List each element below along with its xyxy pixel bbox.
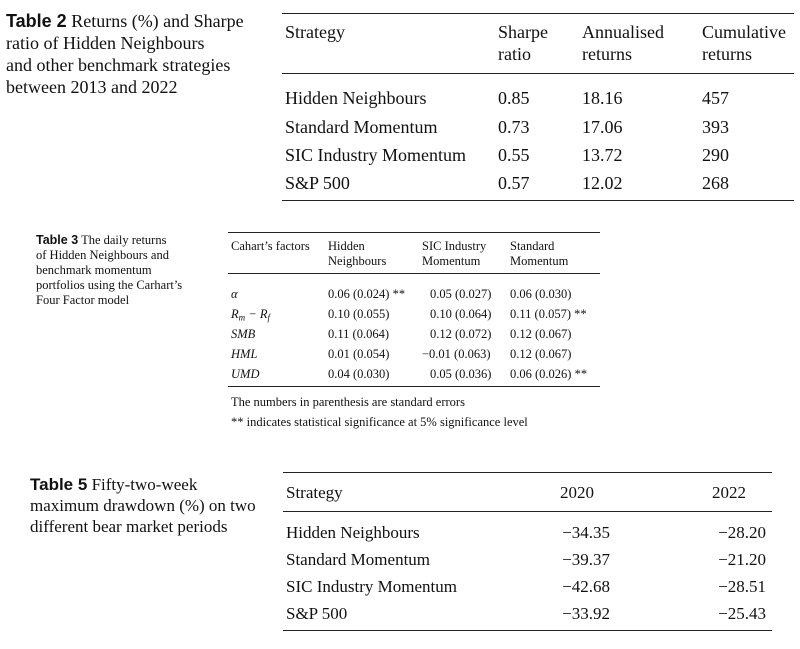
table2-header-cumulative-line: Cumulative: [702, 22, 786, 42]
table5-caption: [30, 474, 275, 537]
table5-cell-2022: −28.20: [718, 523, 766, 542]
table3-header-hidden-line: Neighbours: [328, 254, 387, 268]
table5-cell-2022: −28.51: [718, 577, 766, 596]
table3-header-standard: [510, 239, 568, 269]
table3-cell-value: 0.11 (0.057): [510, 307, 571, 321]
table3-header-hidden-line: Hidden: [328, 239, 365, 253]
table3-caption-line: Four Factor model: [36, 293, 130, 307]
table3-cell-hidden: [328, 327, 389, 342]
table3-cell-value: 0.10 (0.055): [328, 307, 390, 321]
table2-cell-sharpe: 0.55: [498, 145, 530, 165]
table2-caption-line: ratio of Hidden Neighbours: [6, 33, 205, 53]
table3-header-sic-line: SIC Industry: [422, 239, 487, 253]
table5-caption-line: Fifty-two-week: [91, 475, 198, 494]
table2-caption-line: between 2013 and 2022: [6, 77, 178, 97]
table2-cell-strategy: S&P 500: [285, 173, 350, 193]
table3-mid-rule: [228, 273, 600, 274]
table3-header-hidden: [328, 239, 386, 269]
factor-subscript: m: [238, 312, 246, 323]
table3-factor: HML: [231, 347, 258, 361]
table5-mid-rule: [283, 511, 772, 512]
table3-cell-standard: [510, 367, 587, 382]
table3-factor: UMD: [231, 367, 260, 381]
table2-header-annualised-line: Annualised: [582, 22, 664, 42]
table5-cell-2020: −33.92: [562, 604, 610, 623]
table5-top-rule: [283, 472, 772, 473]
table3-cell-value: 0.06 (0.024): [328, 287, 390, 301]
table3-header-standard-line: Standard: [510, 239, 555, 253]
table3-caption-line: The daily returns: [81, 233, 167, 247]
table5-cell-strategy: Hidden Neighbours: [286, 523, 420, 542]
table3-cell-value: −0.01 (0.063): [422, 347, 491, 361]
factor-symbol: R: [231, 307, 239, 321]
significance-marker: **: [574, 307, 587, 321]
significance-marker: **: [574, 367, 588, 381]
table2-caption-line: and other benchmark strategies: [6, 55, 231, 75]
table3-factor: [231, 307, 270, 322]
table5-caption-line: maximum drawdown (%) on two: [30, 496, 256, 515]
significance-marker: **: [392, 287, 406, 301]
table3-cell-value: 0.11 (0.064): [328, 327, 389, 341]
table3-cell-value: 0.12 (0.072): [430, 327, 492, 341]
table2-header-cumulative: [702, 21, 786, 65]
table2-cell-annualised: 12.02: [582, 173, 623, 193]
table5-cell-2022: −25.43: [718, 604, 766, 623]
table2-header-sharpe-line: Sharpe: [498, 22, 548, 42]
table3-header-sic-line: Momentum: [422, 254, 481, 268]
table3-cell-sic: [430, 307, 491, 322]
table2-cell-strategy: SIC Industry Momentum: [285, 145, 467, 165]
table3-cell-sic: [430, 287, 491, 302]
table5-cell-strategy: Standard Momentum: [286, 550, 431, 569]
table3-cell-value: 0.01 (0.054): [328, 347, 390, 361]
table3-cell-sic: [430, 367, 491, 382]
table3-cell-hidden: [328, 347, 389, 362]
table2-cell-sharpe: 0.85: [498, 88, 530, 108]
table5-cell-2020: −42.68: [562, 577, 610, 596]
table2-cell-annualised: 17.06: [582, 117, 623, 137]
table2-bottom-rule: [282, 200, 794, 201]
table2-cell-sharpe: 0.57: [498, 173, 530, 193]
table2-cell-cumulative: 393: [702, 117, 729, 137]
table2-cell-strategy: Hidden Neighbours: [285, 88, 427, 108]
table5-cell-2022: −21.20: [718, 550, 766, 569]
table2-cell-sharpe: 0.73: [498, 117, 530, 137]
table2-cell-cumulative: 457: [702, 88, 729, 108]
table3-top-rule: [228, 232, 600, 233]
table5-caption-line: different bear market periods: [30, 517, 228, 536]
factor-symbol: − R: [245, 307, 268, 321]
table3-header-sic: [422, 239, 486, 269]
table3-cell-standard: [510, 327, 571, 342]
table3-header-factors: Cahart’s factors: [231, 239, 310, 253]
table3-cell-value: 0.06 (0.026): [510, 367, 572, 381]
table2-caption: [6, 10, 266, 98]
table5-cell-strategy: S&P 500: [286, 604, 348, 623]
table3-caption-line: portfolios using the Carhart’s: [36, 278, 183, 292]
table2-header-sharpe-line: ratio: [498, 44, 531, 64]
table3-header-standard-line: Momentum: [510, 254, 569, 268]
table3-cell-value: 0.06 (0.030): [510, 287, 572, 301]
table3-cell-standard: [510, 287, 571, 302]
table2-top-rule: [282, 13, 794, 14]
table3-cell-value: 0.04 (0.030): [328, 367, 390, 381]
table2-header-annualised-line: returns: [582, 44, 632, 64]
table3-cell-sic: [430, 327, 491, 342]
table5-cell-2020: −39.37: [562, 550, 610, 569]
table3-cell-value: 0.12 (0.067): [510, 347, 572, 361]
table2-header-strategy: Strategy: [285, 22, 345, 42]
table3-note: The numbers in parenthesis are standard errors: [231, 395, 465, 409]
table5-header-2022: 2022: [712, 483, 746, 502]
table5-cell-strategy: SIC Industry Momentum: [286, 577, 457, 596]
table3-cell-value: 0.12 (0.067): [510, 327, 572, 341]
table3-cell-hidden: [328, 287, 405, 302]
table3-caption: [36, 233, 226, 308]
table3-bottom-rule: [228, 386, 600, 387]
table5-header-2020: 2020: [560, 483, 594, 502]
table5-header-strategy: Strategy: [286, 483, 343, 502]
table3-caption-line: of Hidden Neighbours and: [36, 248, 169, 262]
table5-caption-label: Table 5: [30, 475, 88, 494]
table3-note: ** indicates statistical significance at 5% significance level: [231, 415, 528, 429]
table2-mid-rule: [282, 73, 794, 74]
table2-cell-annualised: 18.16: [582, 88, 623, 108]
table2-cell-cumulative: 290: [702, 145, 729, 165]
table3-cell-value: 0.05 (0.027): [430, 287, 492, 301]
table5-bottom-rule: [283, 630, 772, 631]
table3-cell-value: 0.10 (0.064): [430, 307, 492, 321]
table2-caption-line: Returns (%) and Sharpe: [71, 11, 244, 31]
table3-factor: α: [231, 287, 238, 301]
table2-caption-label: Table 2: [6, 11, 67, 31]
table2-cell-cumulative: 268: [702, 173, 729, 193]
table3-factor: SMB: [231, 327, 256, 341]
table2-cell-annualised: 13.72: [582, 145, 623, 165]
table3-cell-sic: [422, 347, 491, 362]
table3-cell-hidden: [328, 367, 389, 382]
table2-header-sharpe: [498, 21, 548, 65]
factor-subscript: f: [267, 312, 270, 323]
table5-cell-2020: −34.35: [562, 523, 610, 542]
table3-caption-label: Table 3: [36, 233, 79, 247]
table2-header-annualised: [582, 21, 664, 65]
table3-cell-standard: [510, 347, 571, 362]
table3-caption-line: benchmark momentum: [36, 263, 152, 277]
table3-cell-hidden: [328, 307, 389, 322]
table2-cell-strategy: Standard Momentum: [285, 117, 438, 137]
table3-cell-value: 0.05 (0.036): [430, 367, 492, 381]
table2-header-cumulative-line: returns: [702, 44, 752, 64]
table3-cell-standard: [510, 307, 587, 322]
